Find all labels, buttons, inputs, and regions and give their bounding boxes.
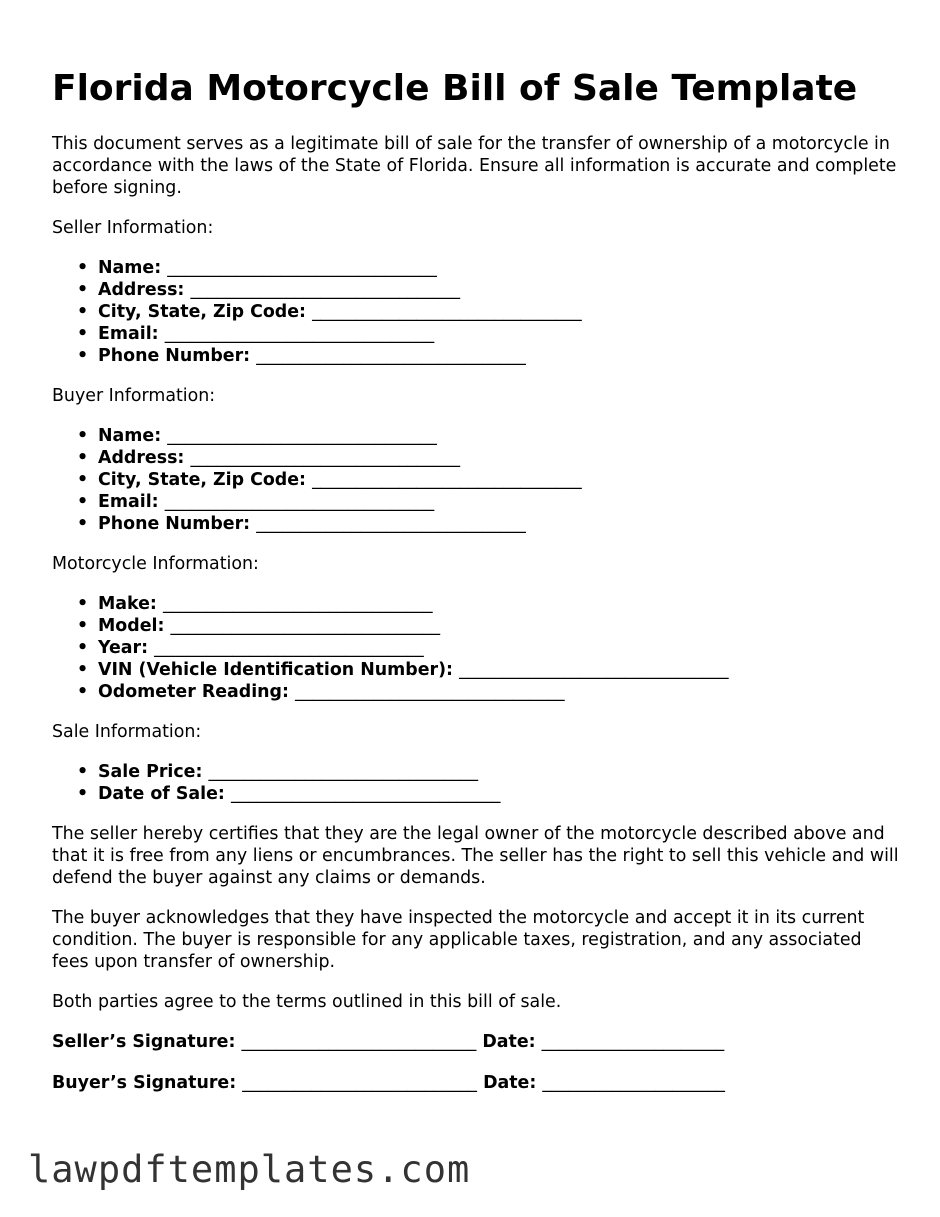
motorcycle-section-heading: Motorcycle Information:	[52, 554, 259, 574]
field-blank-line[interactable]: _______________________________	[167, 426, 437, 446]
field-blank-line[interactable]: _______________________________	[312, 302, 582, 322]
field-label: City, State, Zip Code:	[98, 470, 307, 490]
field-label: City, State, Zip Code:	[98, 302, 307, 322]
field-label: Model:	[98, 616, 165, 636]
buyer-name-field[interactable]	[77, 425, 902, 447]
field-blank-line[interactable]: _______________________________	[459, 660, 729, 680]
motorcycle-model-field[interactable]	[77, 615, 902, 637]
field-label: Sale Price:	[98, 762, 203, 782]
field-label: Odometer Reading:	[98, 682, 289, 702]
sale-price-field[interactable]	[77, 761, 902, 783]
bullet: •	[77, 514, 89, 534]
bullet: •	[77, 660, 89, 680]
buyer-address-field[interactable]	[77, 447, 902, 469]
seller-signature-blank-line[interactable]: ___________________________	[241, 1032, 477, 1052]
field-label: Make:	[98, 594, 157, 614]
seller-signature-row	[52, 1031, 902, 1053]
seller-address-field[interactable]	[77, 279, 902, 301]
field-blank-line[interactable]: _______________________________	[167, 258, 437, 278]
bullet: •	[77, 280, 89, 300]
bullet: •	[77, 492, 89, 512]
bullet: •	[77, 258, 89, 278]
field-label: Phone Number:	[98, 346, 251, 366]
bullet: •	[77, 448, 89, 468]
intro-paragraph: This document serves as a legitimate bill of sale for the transfer of ownership of a motorcycle in accordance with the laws of the State of Florida. Ensure all information is accurate and complete before signing.	[52, 134, 897, 198]
motorcycle-field-list	[52, 593, 902, 703]
field-blank-line[interactable]: _______________________________	[164, 324, 435, 344]
bullet: •	[77, 302, 89, 322]
watermark-text: lawpdftemplates.com	[28, 1148, 471, 1191]
buyer-date-label: Date:	[483, 1073, 537, 1093]
field-label: Name:	[98, 426, 162, 446]
field-label: Year:	[98, 638, 149, 658]
seller-phone-field[interactable]	[77, 345, 902, 367]
seller-section-heading: Seller Information:	[52, 218, 214, 238]
field-blank-line[interactable]: _______________________________	[312, 470, 582, 490]
seller-date-blank-line[interactable]: _____________________	[541, 1032, 725, 1052]
field-label: VIN (Vehicle Identification Number):	[98, 660, 453, 680]
seller-certification-paragraph: The seller hereby certifies that they are the legal owner of the motorcycle described above and that it is free from any liens or encumbrances. The seller has the right to sell this vehicle and will defend the buyer against any claims or demands.	[52, 824, 899, 888]
bullet: •	[77, 616, 89, 636]
seller-field-list	[52, 257, 902, 367]
sale-date-field[interactable]	[77, 783, 902, 805]
seller-city-state-zip-field[interactable]	[77, 301, 902, 323]
document-page	[52, 60, 902, 1113]
field-label: Name:	[98, 258, 162, 278]
motorcycle-odometer-field[interactable]	[77, 681, 902, 703]
sale-field-list	[52, 761, 902, 805]
field-label: Address:	[98, 280, 185, 300]
motorcycle-make-field[interactable]	[77, 593, 902, 615]
buyer-signature-row	[52, 1072, 902, 1094]
motorcycle-year-field[interactable]	[77, 637, 902, 659]
seller-name-field[interactable]	[77, 257, 902, 279]
buyer-city-state-zip-field[interactable]	[77, 469, 902, 491]
field-blank-line[interactable]: _______________________________	[164, 492, 435, 512]
field-blank-line[interactable]: _______________________________	[190, 448, 461, 468]
seller-signature-label: Seller’s Signature:	[52, 1032, 236, 1052]
bullet: •	[77, 594, 89, 614]
buyer-section-heading: Buyer Information:	[52, 386, 216, 406]
buyer-field-list	[52, 425, 902, 535]
field-label: Email:	[98, 324, 159, 344]
field-blank-line[interactable]: _______________________________	[295, 682, 565, 702]
buyer-signature-label: Buyer’s Signature:	[52, 1073, 237, 1093]
bullet: •	[77, 682, 89, 702]
field-label: Phone Number:	[98, 514, 251, 534]
seller-email-field[interactable]	[77, 323, 902, 345]
field-blank-line[interactable]: _______________________________	[154, 638, 424, 658]
document-title: Florida Motorcycle Bill of Sale Template	[52, 68, 858, 109]
agreement-paragraph: Both parties agree to the terms outlined in this bill of sale.	[52, 992, 562, 1012]
bullet: •	[77, 426, 89, 446]
field-label: Date of Sale:	[98, 784, 225, 804]
field-blank-line[interactable]: _______________________________	[230, 784, 501, 804]
field-blank-line[interactable]: _______________________________	[170, 616, 441, 636]
field-label: Email:	[98, 492, 159, 512]
field-blank-line[interactable]: _______________________________	[256, 346, 526, 366]
field-blank-line[interactable]: _______________________________	[190, 280, 461, 300]
bullet: •	[77, 762, 89, 782]
bullet: •	[77, 638, 89, 658]
seller-date-label: Date:	[482, 1032, 536, 1052]
field-blank-line[interactable]: _______________________________	[256, 514, 526, 534]
buyer-date-blank-line[interactable]: _____________________	[542, 1073, 725, 1093]
buyer-acknowledgment-paragraph: The buyer acknowledges that they have inspected the motorcycle and accept it in its current condition. The buyer is responsible for any applicable taxes, registration, and any associated fees upon transfer of ownership.	[52, 908, 865, 972]
field-label: Address:	[98, 448, 185, 468]
buyer-signature-blank-line[interactable]: ___________________________	[242, 1073, 477, 1093]
bullet: •	[77, 784, 89, 804]
field-blank-line[interactable]: _______________________________	[208, 762, 479, 782]
bullet: •	[77, 324, 89, 344]
bullet: •	[77, 470, 89, 490]
bullet: •	[77, 346, 89, 366]
field-blank-line[interactable]: _______________________________	[162, 594, 433, 614]
buyer-email-field[interactable]	[77, 491, 902, 513]
motorcycle-vin-field[interactable]	[77, 659, 902, 681]
sale-section-heading: Sale Information:	[52, 722, 202, 742]
buyer-phone-field[interactable]	[77, 513, 902, 535]
